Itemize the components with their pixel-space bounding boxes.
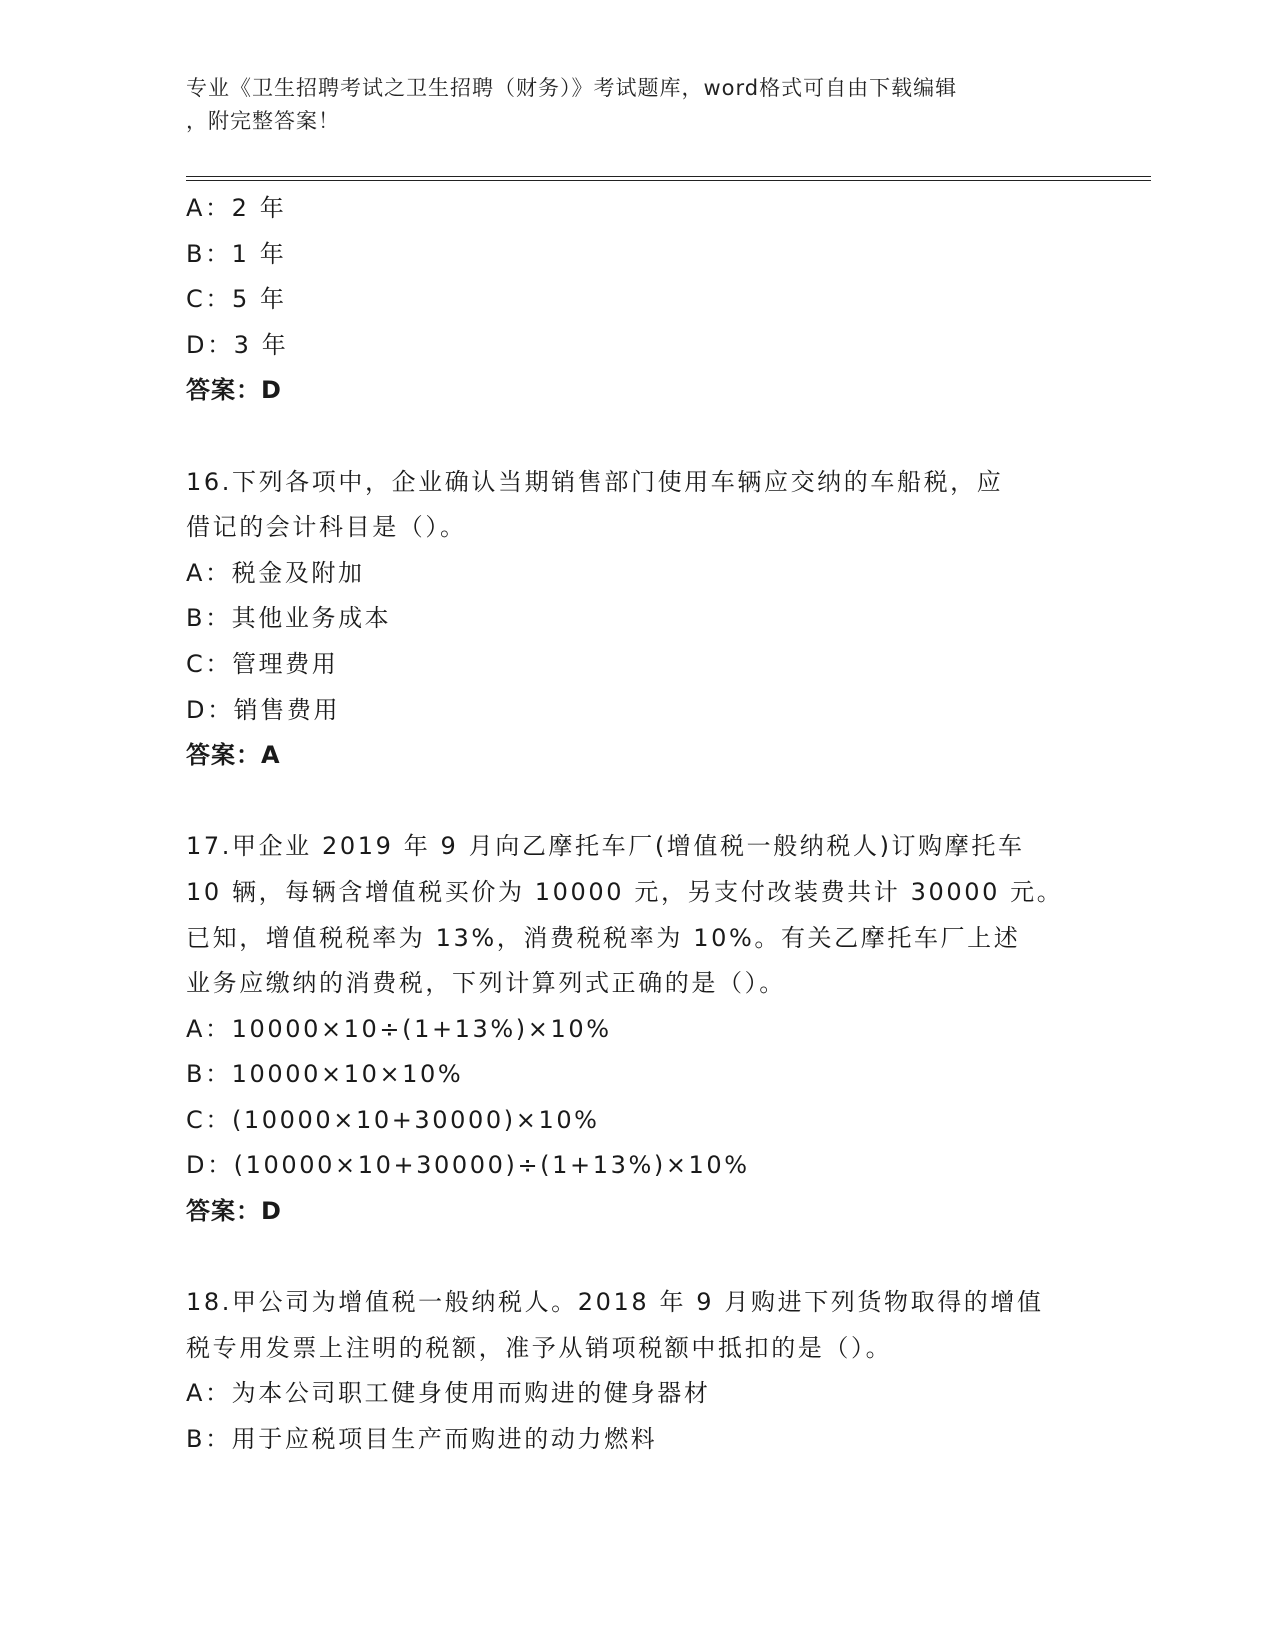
option-a: A：2 年 xyxy=(186,194,287,222)
header-divider-bottom xyxy=(186,180,1151,181)
question-stem-line: 10 辆，每辆含增值税买价为 10000 元，另支付改装费共计 30000 元。 xyxy=(186,877,1064,906)
answer-line: 答案：A xyxy=(186,741,281,770)
header-divider-top xyxy=(186,176,1151,177)
previous-question-tail xyxy=(186,186,1086,414)
question-stem-line: 18.甲公司为增值税一般纳税人。2018 年 9 月购进下列货物取得的增值 xyxy=(186,1288,1044,1317)
answer-line: 答案：D xyxy=(186,376,282,405)
question-stem-line: 已知，增值税税率为 13%，消费税税率为 10%。有关乙摩托车厂上述 xyxy=(186,923,1021,952)
spacer xyxy=(186,779,1086,825)
spacer xyxy=(186,414,1086,460)
option-c: C：5 年 xyxy=(186,285,287,314)
option-b: B：其他业务成本 xyxy=(186,604,392,633)
question-17 xyxy=(186,824,1086,1234)
option-d: D：(10000×10+30000)÷(1+13%)×10% xyxy=(186,1151,750,1180)
question-stem-line: 税专用发票上注明的税额，准予从销项税额中抵扣的是（）。 xyxy=(186,1333,893,1362)
header-line-1: 专业《卫生招聘考试之卫生招聘（财务）》考试题库，word格式可自由下载编辑 xyxy=(186,76,958,100)
option-b: B：10000×10×10% xyxy=(186,1060,464,1089)
option-a: A：10000×10÷(1+13%)×10% xyxy=(186,1014,612,1043)
question-16 xyxy=(186,460,1086,779)
option-a: A：税金及附加 xyxy=(186,558,365,587)
question-18 xyxy=(186,1280,1086,1462)
question-stem-line: 17.甲企业 2019 年 9 月向乙摩托车厂(增值税一般纳税人)订购摩托车 xyxy=(186,832,1025,861)
spacer xyxy=(186,1235,1086,1281)
question-stem-line: 16.下列各项中，企业确认当期销售部门使用车辆应交纳的车船税，应 xyxy=(186,467,1004,496)
option-c: C：(10000×10+30000)×10% xyxy=(186,1105,600,1134)
option-b: B：1 年 xyxy=(186,239,287,268)
question-stem-line: 业务应缴纳的消费税，下列计算列式正确的是（）。 xyxy=(186,969,786,998)
document-header xyxy=(186,72,1066,138)
question-list xyxy=(186,186,1086,1463)
option-d: D：3 年 xyxy=(186,330,289,359)
header-line-2: ，附完整答案！ xyxy=(186,109,340,133)
option-a: A：为本公司职工健身使用而购进的健身器材 xyxy=(186,1379,711,1408)
answer-line: 答案：D xyxy=(186,1197,282,1226)
option-c: C：管理费用 xyxy=(186,649,339,678)
option-b: B：用于应税项目生产而购进的动力燃料 xyxy=(186,1425,658,1454)
option-d: D：销售费用 xyxy=(186,695,341,724)
question-stem-line: 借记的会计科目是（）。 xyxy=(186,513,467,542)
